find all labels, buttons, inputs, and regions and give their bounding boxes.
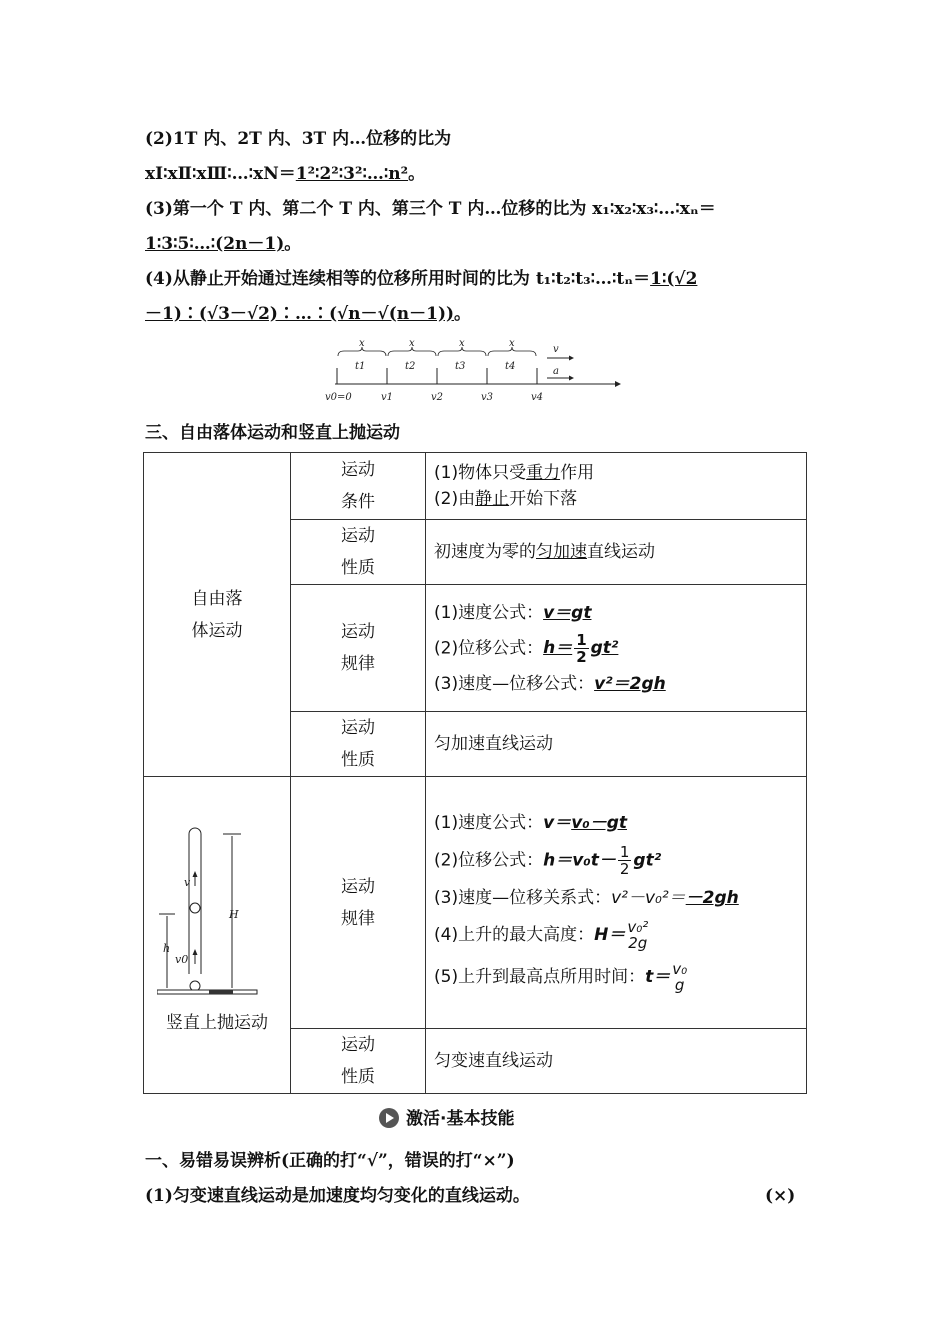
skills-banner bbox=[378, 1104, 514, 1129]
row-head-text: 性质 bbox=[341, 750, 375, 770]
text: (1)速度公式： bbox=[434, 602, 544, 623]
formula-answer: v₀－gt bbox=[571, 813, 628, 833]
text: (3)速度—位移公式： bbox=[434, 673, 595, 694]
v-label-1: v1 bbox=[381, 392, 394, 403]
t-label-3: t3 bbox=[455, 361, 466, 372]
item-4-lead: (4)从静止开始通过连续相等的位移所用时间的比为 t₁∶t₂∶t₃∶…∶tₙ＝ bbox=[145, 269, 651, 289]
v-label-3: v3 bbox=[481, 392, 494, 403]
formula-H: H＝ bbox=[594, 925, 626, 945]
formula-velocity: v＝gt bbox=[543, 602, 592, 623]
table-row bbox=[144, 453, 807, 520]
text: (3)速度—位移关系式： bbox=[434, 888, 612, 908]
play-icon bbox=[378, 1107, 400, 1129]
formula-velocity-displacement: v²＝2gh bbox=[594, 673, 666, 694]
x-label-1: x bbox=[359, 338, 365, 349]
row-head-text: 条件 bbox=[341, 492, 375, 512]
numerator: v₀ bbox=[672, 960, 688, 978]
ground-plate bbox=[157, 990, 257, 994]
item-4-answer-1: 1∶(√2 bbox=[650, 269, 698, 289]
item-3-answer-line bbox=[145, 233, 301, 255]
acceleration-arrowhead bbox=[569, 376, 574, 381]
answer-gravity: 重力 bbox=[526, 463, 561, 483]
formula-b: gt² bbox=[633, 850, 662, 871]
row-head-text: 运动 bbox=[341, 876, 375, 897]
row-head-text: 性质 bbox=[341, 1067, 375, 1087]
row-head-text: 运动 bbox=[341, 526, 375, 546]
row-head-text: 规律 bbox=[341, 908, 375, 929]
banner-text: 激活·基本技能 bbox=[406, 1109, 515, 1129]
formula-eq: v²－v₀²＝ bbox=[611, 888, 686, 908]
formula-t: t＝ bbox=[645, 967, 671, 987]
denominator: g bbox=[674, 976, 685, 994]
answer-rest: 静止 bbox=[475, 489, 510, 509]
table-row bbox=[144, 777, 807, 1029]
fig-label-h: h bbox=[163, 942, 171, 955]
item-4-answer-2: －1)∶(√3－√2)∶…∶(√n－√(n－1)) bbox=[145, 304, 455, 324]
upthrow-figure bbox=[157, 824, 277, 1004]
acceleration-arrow-label: a bbox=[553, 366, 559, 377]
section-1-heading bbox=[145, 1150, 515, 1172]
ball-mid bbox=[190, 903, 200, 913]
fraction-half bbox=[618, 844, 632, 877]
t-label-2: t2 bbox=[405, 361, 416, 372]
nature-cell bbox=[426, 1029, 807, 1094]
text: (2)位移公式： bbox=[434, 638, 544, 658]
section-1-note: (正确的打“√”，错误的打“×”) bbox=[281, 1151, 515, 1171]
text: 作用 bbox=[560, 463, 595, 483]
text: (2)位移公式： bbox=[434, 850, 544, 871]
freefall-label-cell bbox=[144, 453, 291, 777]
v0-arrowhead bbox=[193, 949, 198, 955]
row-head-laws bbox=[291, 585, 426, 712]
question-1: (1)匀变速直线运动是加速度均匀变化的直线运动。 bbox=[145, 1186, 530, 1206]
formula-answer: －2gh bbox=[685, 888, 739, 908]
text: 匀加速直线运动 bbox=[434, 734, 553, 754]
numerator: 1 bbox=[576, 630, 587, 649]
text: (2)由 bbox=[434, 489, 476, 509]
section-3-title: 三、自由落体运动和竖直上抛运动 bbox=[145, 423, 400, 443]
text: 直线运动 bbox=[587, 542, 655, 562]
text: (1)速度公式： bbox=[434, 813, 544, 833]
item-4-text bbox=[145, 268, 697, 290]
section-1-title: 一、易错易误辨析 bbox=[145, 1151, 281, 1171]
numerator: 1 bbox=[619, 843, 630, 861]
text: 开始下落 bbox=[509, 489, 578, 509]
upthrow-label-cell bbox=[144, 777, 291, 1094]
t-label-1: t1 bbox=[355, 361, 366, 372]
x-label-3: x bbox=[459, 338, 465, 349]
answer-uniform-accel: 匀加速 bbox=[536, 542, 587, 562]
conditions-cell bbox=[426, 453, 807, 520]
denominator: 2 bbox=[576, 647, 587, 666]
upthrow-label: 竖直上抛运动 bbox=[166, 1013, 268, 1033]
nature-cell bbox=[426, 712, 807, 777]
question-1-mark: (×) bbox=[765, 1186, 796, 1206]
item-3-answer: 1∶3∶5∶…∶(2n－1) bbox=[145, 234, 285, 254]
axis-arrowhead bbox=[615, 381, 621, 387]
text: (1)物体只受 bbox=[434, 463, 527, 483]
v-label-4: v4 bbox=[531, 392, 544, 403]
upthrow-laws-cell bbox=[426, 777, 807, 1029]
nature-cell bbox=[426, 520, 807, 585]
item-2-end: 。 bbox=[408, 164, 426, 184]
braces bbox=[338, 347, 536, 356]
row-head-text: 规律 bbox=[341, 654, 375, 674]
row-head-text: 运动 bbox=[341, 622, 375, 642]
x-label-2: x bbox=[409, 338, 415, 349]
v-label-0: v0=0 bbox=[325, 392, 352, 403]
item-3-text: (3)第一个 T 内、第二个 T 内、第三个 T 内…位移的比为 x₁∶x₂∶x₃∶…∶xₙ＝ bbox=[145, 199, 716, 219]
x-label-4: x bbox=[509, 338, 515, 349]
row-head-nature bbox=[291, 1029, 426, 1094]
fraction-max-height bbox=[627, 919, 648, 951]
denominator: 2 bbox=[619, 860, 630, 878]
t-label-4: t4 bbox=[505, 361, 516, 372]
denominator: 2g bbox=[628, 934, 648, 952]
freefall-laws-cell bbox=[426, 585, 807, 712]
item-2-lhs: xⅠ∶xⅡ∶xⅢ∶…∶xN＝ bbox=[145, 164, 296, 184]
motion-table bbox=[143, 452, 807, 1094]
fig-label-v0: v0 bbox=[175, 953, 189, 966]
row-head-conditions bbox=[291, 453, 426, 520]
row-head-text: 运动 bbox=[341, 1035, 375, 1055]
formula-a: h＝v₀t－ bbox=[543, 850, 616, 871]
fig-label-H: H bbox=[229, 908, 239, 921]
formula-displacement-a: h＝ bbox=[543, 638, 573, 658]
numerator: v₀² bbox=[627, 918, 649, 936]
freefall-label-1: 自由落 bbox=[191, 588, 243, 609]
row-head-laws bbox=[291, 777, 426, 1029]
text: 匀变速直线运动 bbox=[434, 1051, 553, 1071]
equal-displacement-diagram bbox=[325, 336, 625, 406]
item-3-end: 。 bbox=[284, 234, 302, 254]
velocity-arrowhead bbox=[569, 356, 574, 361]
item-2-answer: 1²∶2²∶3²∶…∶n² bbox=[295, 164, 409, 184]
v-label-2: v2 bbox=[431, 392, 444, 403]
item-2-heading: (2)1T 内、2T 内、3T 内…位移的比为 bbox=[145, 129, 452, 149]
row-head-text: 运动 bbox=[341, 460, 375, 480]
fig-label-v: v bbox=[184, 876, 191, 889]
row-head-nature bbox=[291, 520, 426, 585]
ground-block bbox=[209, 990, 233, 994]
fraction-time bbox=[672, 961, 687, 993]
row-head-text: 运动 bbox=[341, 718, 375, 738]
text: (5)上升到最高点所用时间： bbox=[434, 967, 646, 987]
item-4-end: 。 bbox=[454, 304, 472, 324]
freefall-label-2: 体运动 bbox=[191, 620, 243, 641]
item-4-answer-line bbox=[145, 303, 471, 325]
row-head-text: 性质 bbox=[341, 558, 375, 578]
item-2-ratio bbox=[145, 163, 425, 185]
fraction-half bbox=[574, 632, 588, 665]
velocity-arrow-label: v bbox=[553, 344, 559, 355]
v-arrowhead bbox=[193, 871, 198, 877]
text: (4)上升的最大高度： bbox=[434, 925, 595, 945]
formula-displacement-b: gt² bbox=[590, 638, 619, 658]
text: 初速度为零的 bbox=[434, 542, 536, 562]
formula-v: v＝ bbox=[543, 813, 572, 833]
row-head-nature bbox=[291, 712, 426, 777]
